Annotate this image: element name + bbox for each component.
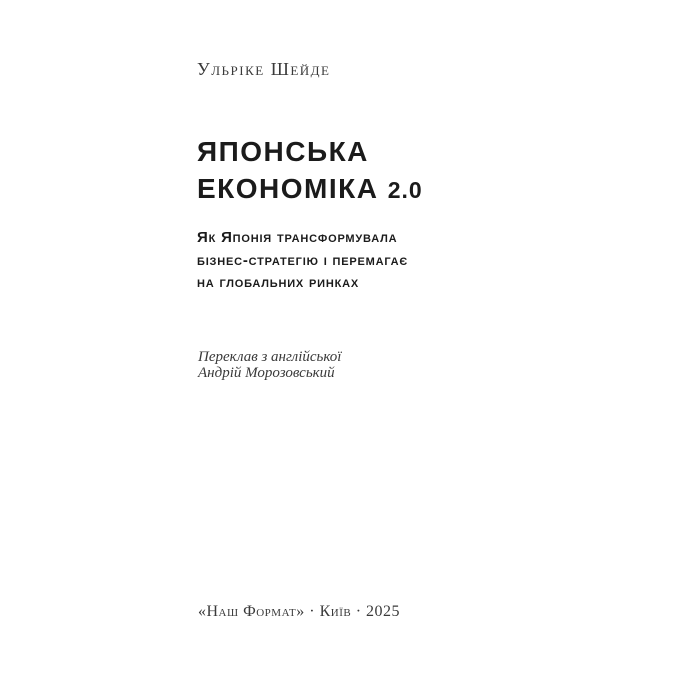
book-title-line2-word: ЕКОНОМІКА: [197, 173, 388, 204]
book-title-line1: ЯПОНСЬКА: [197, 136, 369, 167]
translator-name: Андрій Морозовський: [198, 364, 335, 381]
translation-credit-line1: Переклав з англійської: [198, 349, 342, 365]
book-title: [197, 133, 423, 209]
book-title-edition-number: 2.0: [387, 177, 423, 203]
book-subtitle-line3: на глобальних ринках: [197, 274, 360, 291]
book-title-line2: [197, 170, 423, 209]
publisher-imprint: «Наш Формат» · Київ · 2025: [198, 603, 401, 620]
translation-credit: [198, 350, 341, 381]
book-subtitle-line2: бізнес-стратегію і перемагає: [197, 251, 409, 269]
author-name: Ульріке Шейде: [197, 59, 331, 79]
book-subtitle-line1: Як Японія трансформувала: [197, 229, 398, 246]
book-subtitle: [197, 227, 408, 295]
